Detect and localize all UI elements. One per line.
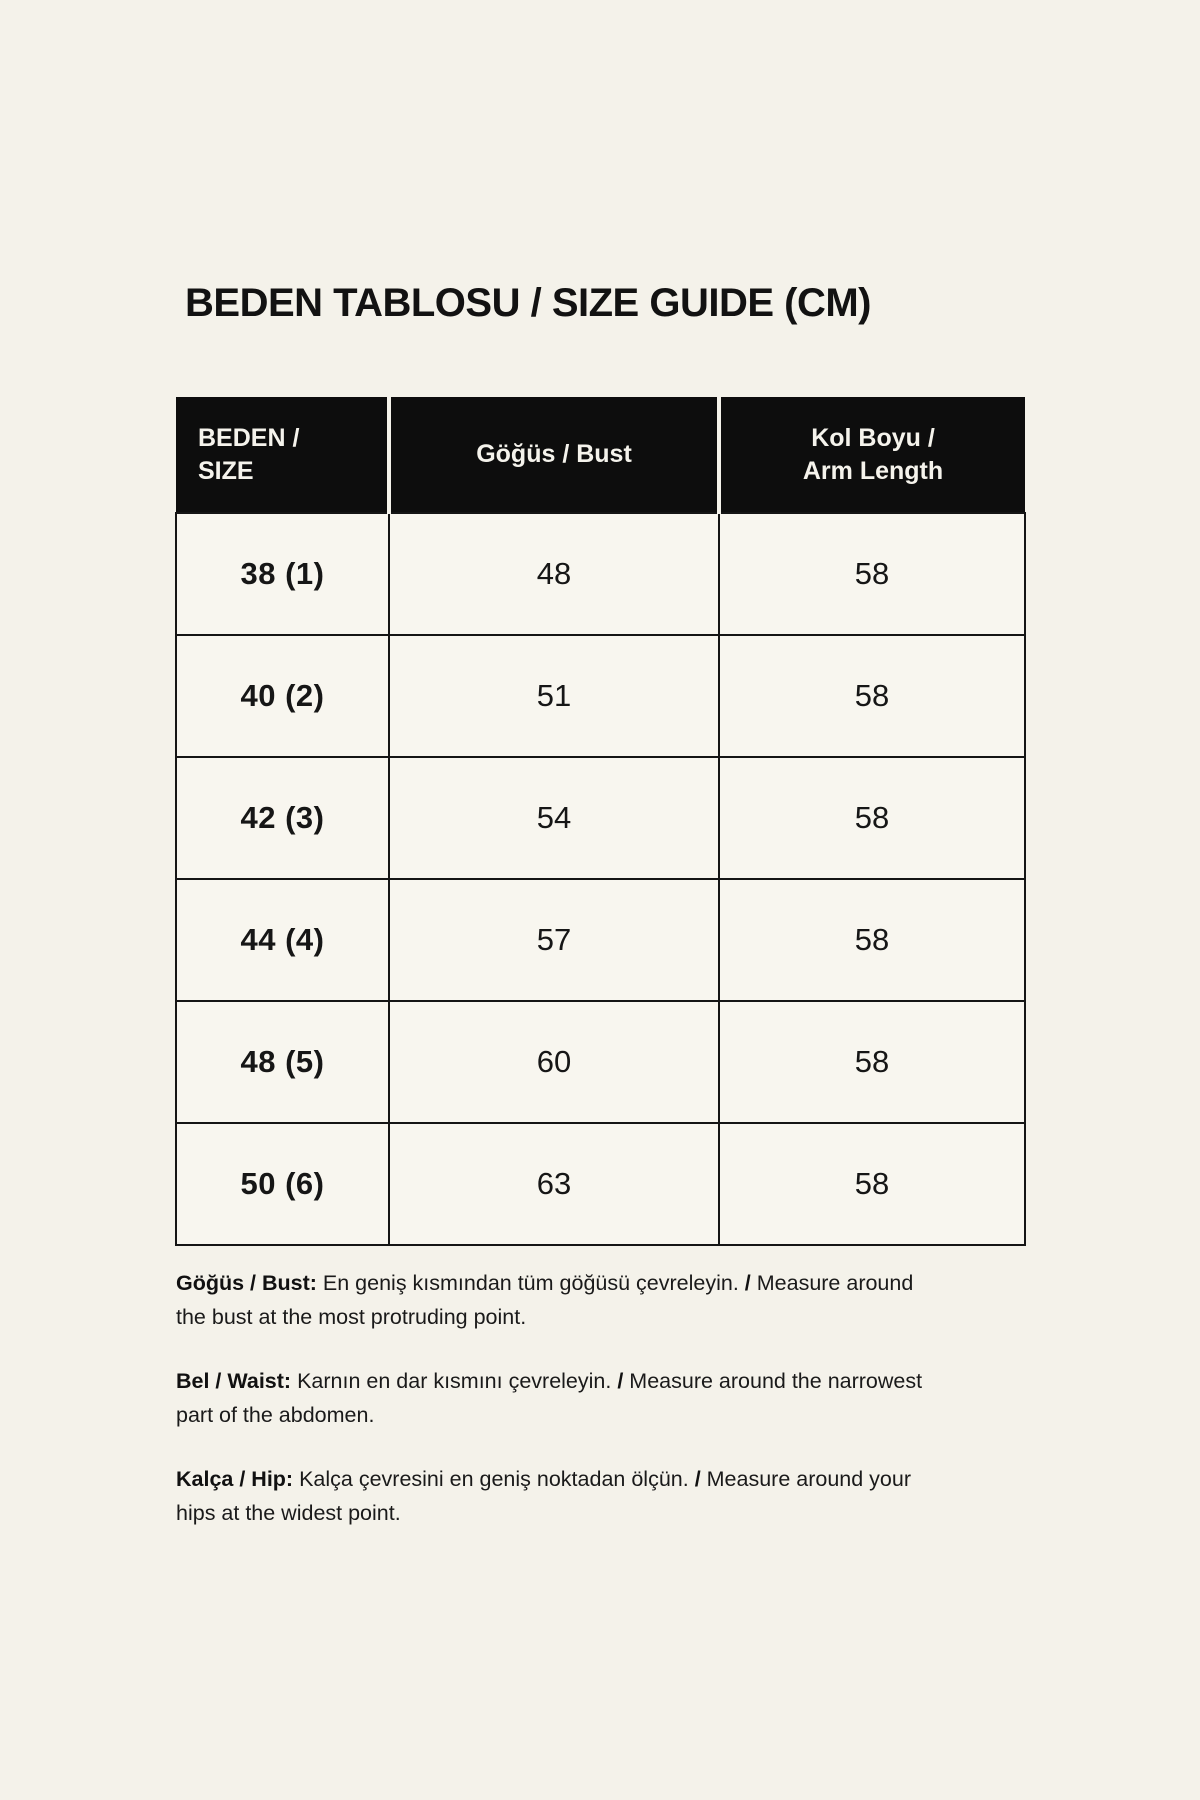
size-cell: 50 (6) [176, 1123, 389, 1245]
table-row [176, 513, 1025, 635]
arm-cell: 58 [719, 1001, 1025, 1123]
size-cell: 40 (2) [176, 635, 389, 757]
size-cell: 44 (4) [176, 879, 389, 1001]
table-header-row [176, 397, 1025, 513]
note-waist-english: Measure around the narrowest part of the abdomen. [176, 1369, 923, 1427]
column-header-size-line1: BEDEN / [198, 423, 300, 452]
measurement-notes [176, 1266, 938, 1560]
bust-cell: 51 [389, 635, 719, 757]
size-cell: 38 (1) [176, 513, 389, 635]
arm-cell: 58 [719, 757, 1025, 879]
column-header-bust [389, 397, 719, 513]
table-row [176, 879, 1025, 1001]
table-row [176, 1123, 1025, 1245]
note-bust-separator: / [744, 1271, 751, 1295]
page-title: BEDEN TABLOSU / SIZE GUIDE (CM) [185, 281, 871, 325]
bust-cell: 63 [389, 1123, 719, 1245]
bust-cell: 48 [389, 513, 719, 635]
note-hip-separator: / [694, 1467, 701, 1491]
column-header-arm-length [719, 397, 1025, 513]
column-header-bust-line1: Göğüs / Bust [476, 440, 632, 468]
note-waist-label: Bel / Waist: [176, 1369, 292, 1393]
arm-cell: 58 [719, 1123, 1025, 1245]
table-row [176, 635, 1025, 757]
note-hip-label: Kalça / Hip: [176, 1467, 294, 1491]
note-waist [176, 1364, 938, 1432]
bust-cell: 60 [389, 1001, 719, 1123]
bust-cell: 54 [389, 757, 719, 879]
note-hip-turkish: Kalça çevresini en geniş noktadan ölçün. [293, 1467, 695, 1491]
column-header-size [176, 397, 389, 513]
note-bust-english: Measure around the bust at the most protruding point. [176, 1271, 914, 1329]
table-row [176, 1001, 1025, 1123]
note-hip-english: Measure around your hips at the widest point. [176, 1467, 912, 1525]
note-hip [176, 1462, 938, 1530]
size-guide-table [175, 397, 1026, 1246]
note-waist-separator: / [617, 1369, 624, 1393]
note-bust-turkish: En geniş kısmından tüm göğüsü çevreleyin. [316, 1271, 745, 1295]
bust-cell: 57 [389, 879, 719, 1001]
arm-cell: 58 [719, 635, 1025, 757]
size-cell: 48 (5) [176, 1001, 389, 1123]
table-row [176, 757, 1025, 879]
column-header-arm-line2: Arm Length [802, 456, 944, 485]
column-header-size-line2: SIZE [198, 456, 254, 485]
size-cell: 42 (3) [176, 757, 389, 879]
arm-cell: 58 [719, 513, 1025, 635]
column-header-arm-line1: Kol Boyu / [811, 423, 935, 452]
note-bust-label: Göğüs / Bust: [176, 1271, 317, 1295]
note-bust [176, 1266, 938, 1334]
note-waist-turkish: Karnın en dar kısmını çevreleyin. [291, 1369, 618, 1393]
arm-cell: 58 [719, 879, 1025, 1001]
